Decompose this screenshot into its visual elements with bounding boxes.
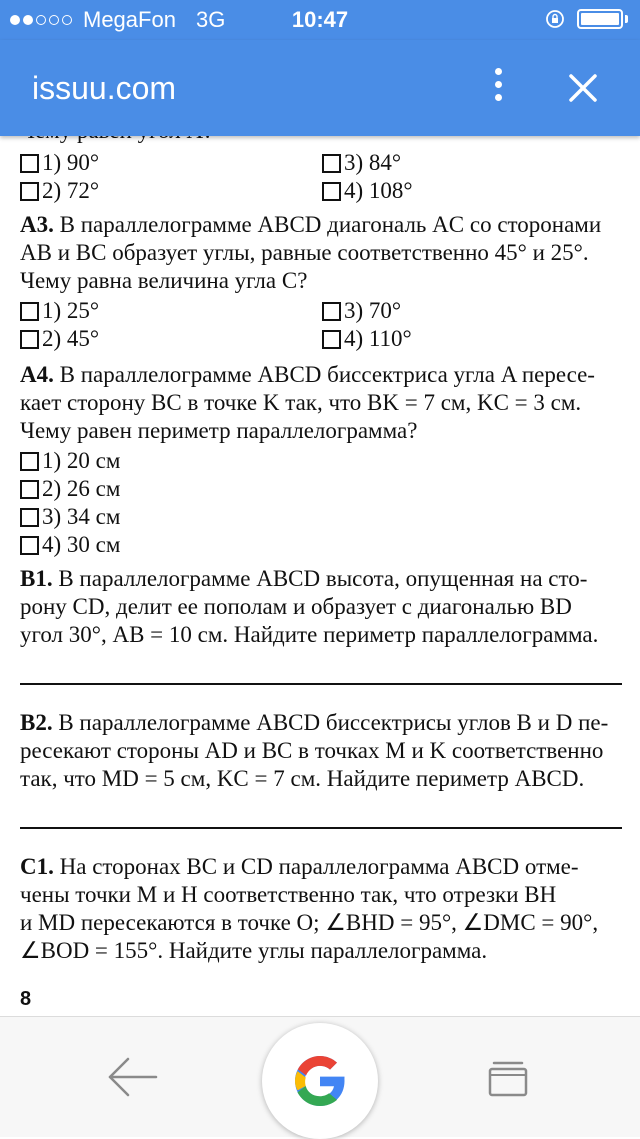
b2-label: В2.	[20, 710, 53, 735]
checkbox[interactable]	[20, 508, 39, 527]
checkbox[interactable]	[20, 480, 39, 499]
checkbox[interactable]	[322, 330, 341, 349]
checkbox[interactable]	[20, 154, 39, 173]
c1-line-4: ∠BOD = 155°. Найдите углы параллелограмма.	[20, 938, 488, 963]
close-icon[interactable]	[563, 68, 603, 108]
b2-line-2: ресекают стороны AD и BC в точках M и K соответственно	[20, 738, 604, 763]
checkbox[interactable]	[322, 302, 341, 321]
b1-label: В1.	[20, 566, 53, 591]
option-a3-1[interactable]: 1) 25°	[20, 298, 99, 324]
b1-line-1: В1. В параллелограмме ABCD высота, опущенная на сто-	[20, 566, 588, 591]
answer-line-b1[interactable]	[20, 683, 622, 685]
b2-line-3: так, что MD = 5 см, KC = 7 см. Найдите периметр ABCD.	[20, 766, 585, 791]
checkbox[interactable]	[20, 330, 39, 349]
a4-line-1: А4. В параллелограмме ABCD биссектриса угла A пересе-	[20, 362, 595, 387]
c1-line-3: и MD пересекаются в точке O; ∠BHD = 95°, ∠DMC = 90°,	[20, 910, 599, 935]
rotation-lock-icon	[545, 9, 565, 29]
carrier-name: MegaFon	[83, 7, 176, 32]
a3-line-1: А3. В параллелограмме ABCD диагональ AC со сторонами	[20, 212, 602, 237]
battery-icon	[577, 9, 623, 29]
status-right	[545, 9, 628, 29]
option-a3-4[interactable]: 4) 110°	[322, 326, 412, 352]
browser-app-bar	[0, 40, 640, 136]
option-prev-4[interactable]: 4) 108°	[322, 178, 413, 204]
google-search-button[interactable]	[262, 1023, 378, 1139]
checkbox[interactable]	[20, 302, 39, 321]
answer-line-b2[interactable]	[20, 827, 622, 829]
more-vert-icon[interactable]	[486, 68, 510, 108]
back-arrow-icon[interactable]	[104, 1055, 160, 1099]
c1-line-1: С1. На сторонах BC и CD параллелограмма ABCD отме-	[20, 854, 579, 879]
a4-line-2: кает сторону BC в точке K так, что BK = 7 см, KC = 3 см.	[20, 390, 582, 415]
option-prev-3[interactable]: 3) 84°	[322, 150, 401, 176]
tabs-icon[interactable]	[484, 1057, 532, 1101]
a3-label: А3.	[20, 212, 54, 237]
document-page[interactable]	[0, 136, 640, 1016]
page-number: 8	[20, 988, 32, 1010]
option-a4-4[interactable]: 4) 30 см	[20, 532, 120, 558]
a4-label: А4.	[20, 362, 54, 387]
checkbox[interactable]	[20, 536, 39, 555]
c1-line-2: чены точки M и H соответственно так, что отрезки BH	[20, 882, 557, 907]
status-time: 10:47	[291, 7, 349, 32]
checkbox[interactable]	[322, 154, 341, 173]
checkbox[interactable]	[20, 182, 39, 201]
status-bar	[0, 0, 640, 40]
battery-tip	[625, 15, 628, 23]
a3-line-3: Чему равна величина угла C?	[20, 268, 308, 293]
checkbox[interactable]	[322, 182, 341, 201]
b2-line-1: В2. В параллелограмме ABCD биссектрисы углов B и D пе-	[20, 710, 609, 735]
google-g-icon	[290, 1051, 350, 1111]
option-a3-2[interactable]: 2) 45°	[20, 326, 99, 352]
network-type: 3G	[195, 7, 226, 32]
b1-line-3: угол 30°, AB = 10 см. Найдите периметр параллелограмма.	[20, 622, 599, 647]
c1-label: С1.	[20, 854, 54, 879]
a3-line-2: AB и BC образует углы, равные соответственно 45° и 25°.	[20, 240, 589, 265]
a4-line-3: Чему равен периметр параллелограмма?	[20, 418, 418, 443]
bottom-navigation-bar	[0, 1016, 640, 1137]
option-prev-1[interactable]: 1) 90°	[20, 150, 99, 176]
option-prev-2[interactable]: 2) 72°	[20, 178, 99, 204]
checkbox[interactable]	[20, 452, 39, 471]
option-a4-3[interactable]: 3) 34 см	[20, 504, 120, 530]
b1-line-2: рону CD, делит ее пополам и образует с диагональю BD	[20, 594, 572, 619]
option-a4-1[interactable]: 1) 20 см	[20, 448, 120, 474]
page-domain-title[interactable]: issuu.com	[32, 70, 177, 106]
option-a3-3[interactable]: 3) 70°	[322, 298, 401, 324]
option-a4-2[interactable]: 2) 26 см	[20, 476, 120, 502]
